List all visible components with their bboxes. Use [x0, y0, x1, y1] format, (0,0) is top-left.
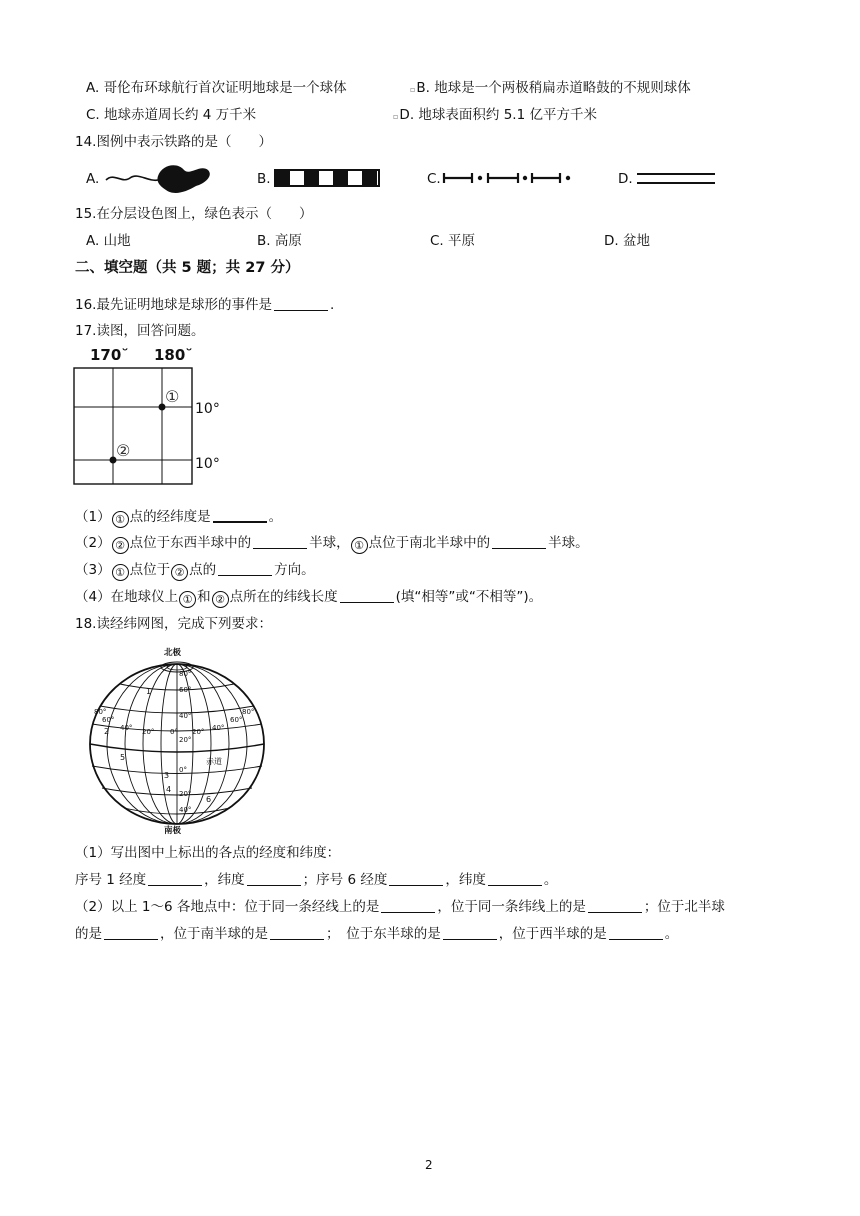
q18-sub2-end: 。 — [664, 926, 679, 942]
q18-sub2-text-b: ，位于同一条纬线上的是 — [437, 899, 586, 915]
q18-sub2-text-g: ，位于西半球的是 — [498, 926, 607, 942]
circle-1: ① — [112, 511, 129, 528]
q14-stem: 14.图例中表示铁路的是（ ） — [75, 134, 272, 150]
q14-option-d: D. — [618, 171, 633, 187]
lon-label-80w: 80° — [94, 708, 107, 716]
q17-sub2-num: （2） — [75, 535, 111, 551]
point-6: 6 — [206, 795, 212, 804]
lat-label-0: 0° — [179, 766, 187, 774]
q17-sub1-blank — [213, 507, 267, 523]
q17-sub1-num: （1） — [75, 509, 111, 525]
q18-sub1-line — [75, 871, 557, 889]
circle-2: ② — [212, 591, 229, 608]
q17-grid-figure — [72, 344, 232, 486]
q16-end: . — [329, 297, 335, 313]
q17-sub2-text-c: 点位于南北半球中的 — [368, 535, 491, 551]
lat-label-40s: 40° — [179, 806, 192, 814]
q14-option-b: B. — [257, 171, 271, 187]
q18-sub2-text-e: ，位于南半球的是 — [160, 926, 268, 942]
q17-sub1-end: 。 — [268, 509, 283, 525]
lon-label-60e: 60° — [230, 716, 243, 724]
q13-option-b: ▫B. 地球是一个两极稍扁赤道略鼓的不规则球体 — [410, 80, 691, 96]
q17-sub2-text-b: 半球， — [309, 535, 350, 551]
q17-sub4 — [75, 588, 542, 608]
road-symbol-icon — [635, 170, 717, 186]
q16-blank — [274, 296, 328, 311]
q18-east-blank — [443, 925, 497, 940]
point-1-label: ① — [165, 387, 180, 406]
q18-sub2-line2 — [75, 925, 678, 943]
q14-option-a: A. — [86, 171, 100, 187]
q18-lon6-blank — [389, 871, 443, 886]
q18-west-blank — [609, 925, 663, 940]
q18-same-parallel-blank — [588, 898, 642, 913]
section-heading: 二、填空题（共 5 题；共 27 分） — [75, 260, 300, 276]
q17-sub1 — [75, 507, 282, 528]
q17-sub3-num: （3） — [75, 562, 111, 578]
q13-option-a: A. 哥伦布环球航行首次证明地球是一个球体 — [86, 80, 347, 96]
south-pole-label: 南极 — [164, 826, 182, 836]
q15-option-d: D. 盆地 — [604, 233, 650, 249]
q15-option-b: B. 高原 — [257, 233, 302, 249]
lon-label-40e: 40° — [212, 724, 225, 732]
q14-option-c: C. — [427, 171, 441, 187]
q17-sub4-end: (填“相等”或“不相等”)。 — [395, 589, 543, 605]
river-lake-symbol-icon — [104, 158, 216, 198]
q18-same-meridian-blank — [381, 898, 435, 913]
lon-label-40w: 40° — [120, 724, 133, 732]
q17-sub3-text-a: 点位于 — [129, 562, 171, 578]
q18-sub2-text-a: （2）以上 1～6 各地点中：位于同一条经线上的是 — [75, 899, 380, 915]
lon-label-170: 170˘ — [90, 346, 129, 364]
q15-stem: 15.在分层设色图上，绿色表示（ ） — [75, 206, 313, 222]
q15-option-c: C. 平原 — [430, 233, 476, 249]
q18-sub2-text-d: 的是 — [75, 926, 102, 942]
lon-label-0: 0° — [170, 728, 178, 736]
q18-lon1-label: 序号 1 经度 — [75, 872, 147, 888]
lat-label-20n: 20° — [179, 736, 192, 744]
q17-sub2-blank-a — [253, 534, 307, 549]
lat-label-top: 10° — [195, 401, 220, 417]
q18-lon1-blank — [148, 871, 202, 886]
q18-sub2-line1 — [75, 898, 725, 916]
q17-sub4-blank — [340, 588, 394, 603]
q13-option-b-text: B. 地球是一个两极稍扁赤道略鼓的不规则球体 — [416, 80, 691, 96]
graticule-globe-figure — [84, 644, 270, 836]
lat-label-60: 60° — [179, 686, 192, 694]
q17-sub1-text: 点的经纬度是 — [129, 509, 211, 525]
page-number: 2 — [425, 1158, 433, 1172]
boundary-symbol-icon — [442, 170, 572, 186]
lon-label-80e: 80° — [242, 708, 255, 716]
north-pole-label: 北极 — [164, 648, 182, 658]
q18-lat6-blank — [488, 871, 542, 886]
q17-sub4-text-b: 和 — [197, 589, 211, 605]
point-5: 5 — [120, 753, 126, 762]
point-3: 3 — [164, 771, 170, 780]
q13-option-c: C. 地球赤道周长约 4 万千米 — [86, 107, 257, 123]
point-1: 1 — [146, 687, 152, 696]
railway-symbol-icon — [274, 168, 380, 188]
q17-sub2-text-a: 点位于东西半球中的 — [129, 535, 252, 551]
q17-stem: 17.读图，回答问题。 — [75, 323, 205, 339]
circle-1: ① — [112, 564, 129, 581]
q18-lon6-label: ；序号 6 经度 — [302, 872, 388, 888]
q17-sub4-text-c: 点所在的纬线长度 — [229, 589, 338, 605]
point-2: 2 — [104, 727, 110, 736]
q17-sub2 — [75, 534, 589, 554]
circle-1: ① — [351, 537, 368, 554]
q18-sub1-end: 。 — [543, 872, 558, 888]
q18-north-blank — [104, 925, 158, 940]
lon-label-60w: 60° — [102, 716, 115, 724]
q18-stem: 18.读经纬网图，完成下列要求： — [75, 616, 272, 632]
q17-sub3-text-b: 点的 — [189, 562, 217, 578]
q16-text: 16.最先证明地球是球形的事件是 — [75, 297, 272, 313]
q17-sub3-end: 方向。 — [274, 562, 315, 578]
q18-lat6-label: ，纬度 — [445, 872, 486, 888]
q18-lat1-label: ，纬度 — [204, 872, 245, 888]
lon-label-20w: 20° — [142, 728, 155, 736]
q18-south-blank — [270, 925, 324, 940]
circle-2: ② — [112, 537, 129, 554]
lat-label-40: 40° — [179, 712, 192, 720]
q17-sub4-text-a: （4）在地球仪上 — [75, 589, 179, 605]
q18-sub1: （1）写出图中上标出的各点的经度和纬度： — [75, 845, 341, 861]
q17-sub2-end: 半球。 — [548, 535, 589, 551]
point-4: 4 — [166, 785, 172, 794]
q15-option-a: A. 山地 — [86, 233, 131, 249]
q18-sub2-text-c: ；位于北半球 — [643, 899, 725, 915]
circle-1: ① — [179, 591, 196, 608]
q17-sub3 — [75, 561, 315, 581]
q16 — [75, 296, 334, 314]
lon-label-20e: 20° — [192, 728, 205, 736]
q18-sub2-text-f: ； 位于东半球的是 — [326, 926, 441, 942]
q17-sub2-blank-b — [492, 534, 546, 549]
q17-sub3-blank — [218, 561, 272, 576]
q13-option-d-text: D. 地球表面积约 5.1 亿平方千米 — [399, 107, 597, 123]
q18-lat1-blank — [247, 871, 301, 886]
lon-label-180: 180˘ — [154, 346, 193, 364]
lat-label-bottom: 10° — [195, 456, 220, 472]
point-2-label: ② — [116, 441, 131, 460]
q13-option-d: ▫D. 地球表面积约 5.1 亿平方千米 — [393, 107, 597, 123]
circle-2: ② — [171, 564, 188, 581]
lat-label-20s: 20° — [179, 790, 192, 798]
lat-label-80: 80° — [179, 670, 192, 678]
equator-label: 赤道 — [206, 757, 222, 766]
